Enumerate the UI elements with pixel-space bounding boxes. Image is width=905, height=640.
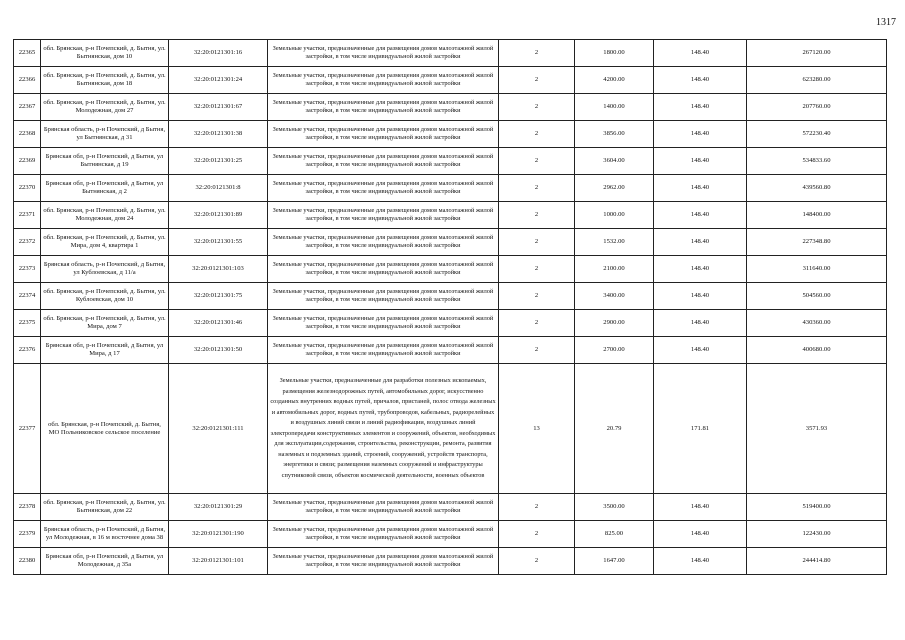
row-land-purpose: Земельные участки, предназначенные для размещения домов малоэтажной жилой застройки, в том числе индивидуальной жилой застройки — [268, 202, 499, 229]
row-cadastral-value: 439560.80 — [747, 175, 887, 202]
row-id: 22375 — [14, 310, 41, 337]
row-address: обл. Брянская, р-н Почепский, д. Бытня, ул. Молодежная, дом 24 — [41, 202, 169, 229]
row-group-number: 2 — [499, 202, 575, 229]
row-land-purpose: Земельные участки, предназначенные для размещения домов малоэтажной жилой застройки, в том числе индивидуальной жилой застройки — [268, 310, 499, 337]
row-id: 22368 — [14, 121, 41, 148]
row-group-number: 2 — [499, 310, 575, 337]
row-address: обл. Брянская, р-н Почепский, д. Бытня, ул. Молодежная, дом 27 — [41, 94, 169, 121]
row-land-purpose: Земельные участки, предназначенные для размещения домов малоэтажной жилой застройки, в том числе индивидуальной жилой застройки — [268, 175, 499, 202]
row-address: обл. Брянская, р-н Почепский, д. Бытня, ул. Бытнянская, дом 10 — [41, 40, 169, 67]
row-specific-value: 148.40 — [654, 548, 747, 575]
row-area: 3500.00 — [575, 494, 654, 521]
row-specific-value: 148.40 — [654, 310, 747, 337]
table-row — [14, 94, 887, 121]
row-cadastral-number: 32:20:0121301:101 — [169, 548, 268, 575]
table-row — [14, 494, 887, 521]
row-cadastral-number: 32:20:0121301:25 — [169, 148, 268, 175]
table-row — [14, 148, 887, 175]
row-cadastral-number: 32:20:0121301:50 — [169, 337, 268, 364]
row-area: 2100.00 — [575, 256, 654, 283]
row-group-number: 2 — [499, 229, 575, 256]
row-group-number: 2 — [499, 283, 575, 310]
row-id: 22365 — [14, 40, 41, 67]
row-cadastral-value: 311640.00 — [747, 256, 887, 283]
row-land-purpose: Земельные участки, предназначенные для размещения домов малоэтажной жилой застройки, в том числе индивидуальной жилой застройки — [268, 494, 499, 521]
row-id: 22377 — [14, 364, 41, 494]
row-cadastral-number: 32:20:0121301:8 — [169, 175, 268, 202]
row-cadastral-number: 32:20:0121301:24 — [169, 67, 268, 94]
row-address: обл. Брянская, р-н Почепский, д. Бытня, ул. Кублоевская, дом 10 — [41, 283, 169, 310]
table-row — [14, 364, 887, 494]
table-row — [14, 548, 887, 575]
row-land-purpose: Земельные участки, предназначенные для размещения домов малоэтажной жилой застройки, в том числе индивидуальной жилой застройки — [268, 256, 499, 283]
row-specific-value: 148.40 — [654, 494, 747, 521]
row-group-number: 2 — [499, 175, 575, 202]
row-address: Брянская область, р-н Почепский, д Бытня, ул Кублоевская, д 11/а — [41, 256, 169, 283]
row-group-number: 2 — [499, 494, 575, 521]
row-land-purpose: Земельные участки, предназначенные для размещения домов малоэтажной жилой застройки, в том числе индивидуальной жилой застройки — [268, 94, 499, 121]
row-address: обл. Брянская, р-н Почепский, д. Бытня, ул. Мира, дом 7 — [41, 310, 169, 337]
row-area: 1647.00 — [575, 548, 654, 575]
row-group-number: 2 — [499, 548, 575, 575]
row-cadastral-number: 32:20:0121301:55 — [169, 229, 268, 256]
row-group-number: 2 — [499, 256, 575, 283]
row-cadastral-value: 122430.00 — [747, 521, 887, 548]
row-area: 20.79 — [575, 364, 654, 494]
row-land-purpose: Земельные участки, предназначенные для размещения домов малоэтажной жилой застройки, в том числе индивидуальной жилой застройки — [268, 337, 499, 364]
row-area: 2962.00 — [575, 175, 654, 202]
row-cadastral-value: 572230.40 — [747, 121, 887, 148]
row-address: обл. Брянская, р-н Почепский, д. Бытня, МО Польниковское сельское поселение — [41, 364, 169, 494]
row-id: 22373 — [14, 256, 41, 283]
row-specific-value: 148.40 — [654, 202, 747, 229]
row-cadastral-number: 32:20:0121301:111 — [169, 364, 268, 494]
row-area: 3604.00 — [575, 148, 654, 175]
row-land-purpose: Земельные участки, предназначенные для размещения домов малоэтажной жилой застройки, в том числе индивидуальной жилой застройки — [268, 40, 499, 67]
row-group-number: 13 — [499, 364, 575, 494]
row-address: Брянская область, р-н Почепский, д Бытня, ул Бытнянская, д 31 — [41, 121, 169, 148]
row-cadastral-value: 267120.00 — [747, 40, 887, 67]
row-group-number: 2 — [499, 521, 575, 548]
row-cadastral-number: 32:20:0121301:103 — [169, 256, 268, 283]
table-row — [14, 337, 887, 364]
row-area: 4200.00 — [575, 67, 654, 94]
row-area: 3856.00 — [575, 121, 654, 148]
row-land-purpose: Земельные участки, предназначенные для размещения домов малоэтажной жилой застройки, в том числе индивидуальной жилой застройки — [268, 148, 499, 175]
table-row — [14, 521, 887, 548]
row-cadastral-value: 227348.80 — [747, 229, 887, 256]
table-row — [14, 310, 887, 337]
row-specific-value: 148.40 — [654, 67, 747, 94]
row-id: 22378 — [14, 494, 41, 521]
row-cadastral-number: 32:20:0121301:29 — [169, 494, 268, 521]
table-row — [14, 202, 887, 229]
row-address: Брянская обл, р-н Почепский, д Бытня, ул Бытнянская, д 19 — [41, 148, 169, 175]
row-address: обл. Брянская, р-н Почепский, д. Бытня, ул. Мира, дом 4, квартира 1 — [41, 229, 169, 256]
row-land-purpose: Земельные участки, предназначенные для размещения домов малоэтажной жилой застройки, в том числе индивидуальной жилой застройки — [268, 521, 499, 548]
row-area: 2900.00 — [575, 310, 654, 337]
row-specific-value: 148.40 — [654, 148, 747, 175]
row-specific-value: 148.40 — [654, 521, 747, 548]
table-row — [14, 40, 887, 67]
row-cadastral-value: 623280.00 — [747, 67, 887, 94]
row-id: 22380 — [14, 548, 41, 575]
row-cadastral-number: 32:20:0121301:75 — [169, 283, 268, 310]
row-address: Брянская обл, р-н Почепский, д Бытня, ул Молодежная, д 35а — [41, 548, 169, 575]
row-address: Брянская обл, р-н Почепский, д Бытня, ул Бытнянская, д 2 — [41, 175, 169, 202]
row-specific-value: 148.40 — [654, 175, 747, 202]
row-area: 1800.00 — [575, 40, 654, 67]
row-cadastral-value: 3571.93 — [747, 364, 887, 494]
row-group-number: 2 — [499, 148, 575, 175]
row-id: 22371 — [14, 202, 41, 229]
row-address: Брянская область, р-н Почепский, д Бытня, ул Молодежная, в 16 м восточнее дома 38 — [41, 521, 169, 548]
row-group-number: 2 — [499, 121, 575, 148]
row-cadastral-number: 32:20:0121301:46 — [169, 310, 268, 337]
row-land-purpose: Земельные участки, предназначенные для размещения домов малоэтажной жилой застройки, в том числе индивидуальной жилой застройки — [268, 283, 499, 310]
row-id: 22367 — [14, 94, 41, 121]
row-area: 1400.00 — [575, 94, 654, 121]
row-group-number: 2 — [499, 337, 575, 364]
row-specific-value: 148.40 — [654, 40, 747, 67]
row-cadastral-value: 244414.80 — [747, 548, 887, 575]
row-address: обл. Брянская, р-н Почепский, д. Бытня, ул. Бытнянская, дом 22 — [41, 494, 169, 521]
row-cadastral-value: 148400.00 — [747, 202, 887, 229]
row-area: 2700.00 — [575, 337, 654, 364]
row-specific-value: 171.81 — [654, 364, 747, 494]
row-group-number: 2 — [499, 94, 575, 121]
table-row — [14, 256, 887, 283]
row-cadastral-value: 430360.00 — [747, 310, 887, 337]
row-cadastral-number: 32:20:0121301:16 — [169, 40, 268, 67]
row-address: обл. Брянская, р-н Почепский, д. Бытня, ул. Бытнянская, дом 18 — [41, 67, 169, 94]
row-specific-value: 148.40 — [654, 94, 747, 121]
row-cadastral-number: 32:20:0121301:89 — [169, 202, 268, 229]
row-cadastral-value: 519400.00 — [747, 494, 887, 521]
table-row — [14, 229, 887, 256]
row-cadastral-number: 32:20:0121301:38 — [169, 121, 268, 148]
row-id: 22372 — [14, 229, 41, 256]
row-cadastral-value: 504560.00 — [747, 283, 887, 310]
row-area: 825.00 — [575, 521, 654, 548]
row-cadastral-number: 32:20:0121301:190 — [169, 521, 268, 548]
row-land-purpose: Земельные участки, предназначенные для разработки полезных ископаемых, размещения железнодорожных путей, автомобильных дорог, искусственно созданных внутренних водных путей, причалов, пристаней, полос отвода железных и автомобильных дорог, водных путей, трубопроводов, кабельных, радиорелейных и воздушных линий связи и линий радиофикации, воздушных линий электропередачи конструктивных элементов и сооружений, объектов, необходимых для эксплуатации,содержания, строительства, реконструкции, ремонта, развития наземных и подземных зданий, строений, сооружений, устройств транспорта, энергетики и связи; размещения наземных сооружений и инфраструктуры спутниковой связи, объектов космической деятельности, военных объектов — [268, 364, 499, 494]
row-cadastral-number: 32:20:0121301:67 — [169, 94, 268, 121]
row-group-number: 2 — [499, 40, 575, 67]
row-address: Брянская обл, р-н Почепский, д Бытня, ул Мира, д 17 — [41, 337, 169, 364]
row-id: 22369 — [14, 148, 41, 175]
table-row — [14, 175, 887, 202]
row-cadastral-value: 400680.00 — [747, 337, 887, 364]
row-specific-value: 148.40 — [654, 256, 747, 283]
table-row — [14, 283, 887, 310]
row-group-number: 2 — [499, 67, 575, 94]
row-cadastral-value: 207760.00 — [747, 94, 887, 121]
row-specific-value: 148.40 — [654, 121, 747, 148]
row-id: 22379 — [14, 521, 41, 548]
table-row — [14, 67, 887, 94]
row-area: 1532.00 — [575, 229, 654, 256]
row-id: 22366 — [14, 67, 41, 94]
row-cadastral-value: 534833.60 — [747, 148, 887, 175]
row-specific-value: 148.40 — [654, 337, 747, 364]
table-body — [14, 40, 887, 575]
row-id: 22376 — [14, 337, 41, 364]
row-id: 22374 — [14, 283, 41, 310]
row-land-purpose: Земельные участки, предназначенные для размещения домов малоэтажной жилой застройки, в том числе индивидуальной жилой застройки — [268, 548, 499, 575]
row-id: 22370 — [14, 175, 41, 202]
row-area: 1000.00 — [575, 202, 654, 229]
page-number: 1317 — [876, 17, 896, 28]
row-area: 3400.00 — [575, 283, 654, 310]
table-row — [14, 121, 887, 148]
row-specific-value: 148.40 — [654, 283, 747, 310]
row-land-purpose: Земельные участки, предназначенные для размещения домов малоэтажной жилой застройки, в том числе индивидуальной жилой застройки — [268, 229, 499, 256]
row-specific-value: 148.40 — [654, 229, 747, 256]
row-land-purpose: Земельные участки, предназначенные для размещения домов малоэтажной жилой застройки, в том числе индивидуальной жилой застройки — [268, 67, 499, 94]
row-land-purpose: Земельные участки, предназначенные для размещения домов малоэтажной жилой застройки, в том числе индивидуальной жилой застройки — [268, 121, 499, 148]
cadastral-value-table — [13, 39, 887, 575]
